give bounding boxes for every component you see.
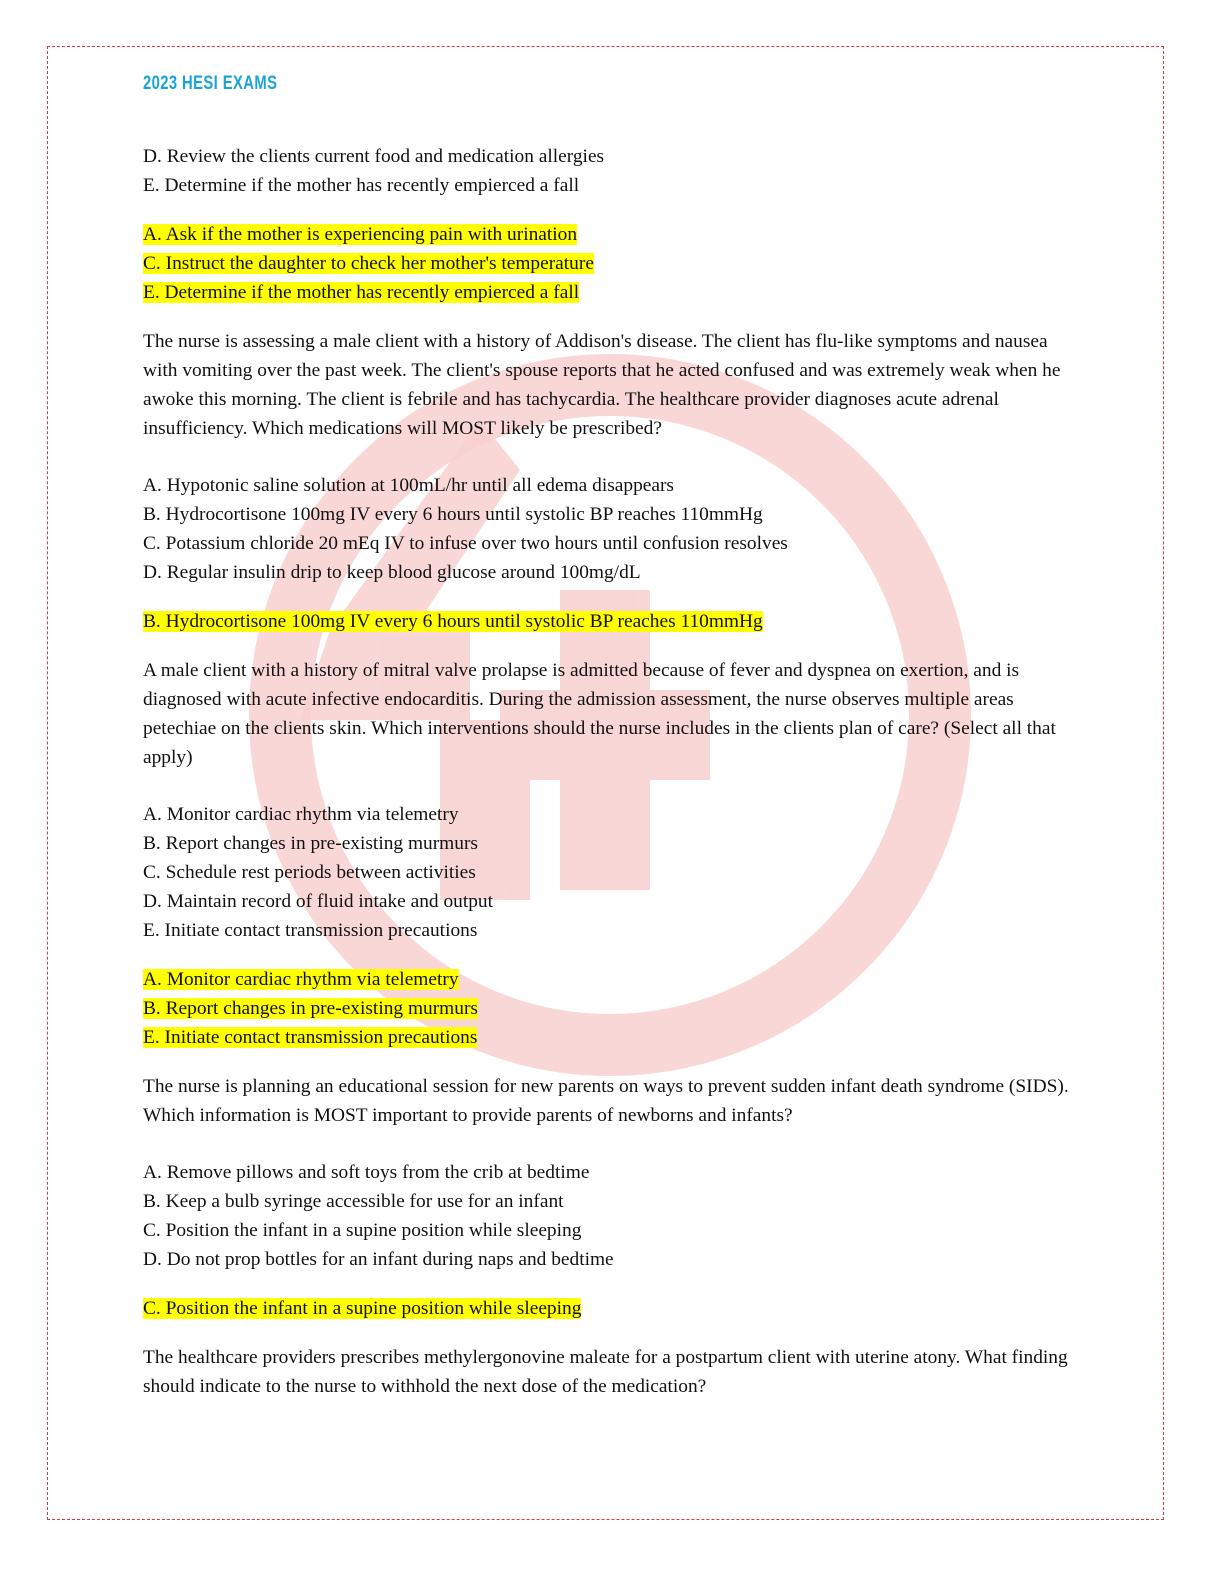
question-stem: The healthcare providers prescribes methylergonovine maleate for a postpartum client with uterine atony. What finding should indicate to the nurse to withhold the next dose of the medication? bbox=[143, 1347, 1068, 1397]
option-line: A. Hypotonic saline solution at 100mL/hr until all edema disappears bbox=[143, 475, 674, 496]
answer-highlight: C. Instruct the daughter to check her mother's temperature bbox=[143, 253, 594, 274]
question-options bbox=[143, 800, 1083, 945]
option-line: A. Remove pillows and soft toys from the crib at bedtime bbox=[143, 1162, 590, 1183]
question-options bbox=[143, 471, 1083, 587]
option-line: B. Report changes in pre-existing murmurs bbox=[143, 833, 478, 854]
option-line: C. Potassium chloride 20 mEq IV to infuse over two hours until confusion resolves bbox=[143, 533, 788, 554]
option-line: A. Monitor cardiac rhythm via telemetry bbox=[143, 804, 459, 825]
option-line: D. Review the clients current food and medication allergies bbox=[143, 146, 605, 167]
document-body bbox=[143, 142, 1083, 1401]
option-line: C. Position the infant in a supine position while sleeping bbox=[143, 1220, 582, 1241]
question-answers bbox=[143, 607, 1083, 636]
option-line: B. Hydrocortisone 100mg IV every 6 hours until systolic BP reaches 110mmHg bbox=[143, 504, 763, 525]
answer-highlight: A. Monitor cardiac rhythm via telemetry bbox=[143, 969, 459, 990]
option-line: C. Schedule rest periods between activities bbox=[143, 862, 476, 883]
question-stem: The nurse is planning an educational session for new parents on ways to prevent sudden infant death syndrome (SIDS). Which information is MOST important to provide parents of newborns and infants? bbox=[143, 1076, 1069, 1126]
option-line: E. Initiate contact transmission precautions bbox=[143, 920, 478, 941]
previous-question-answers bbox=[143, 220, 1083, 307]
answer-highlight: B. Hydrocortisone 100mg IV every 6 hours until systolic BP reaches 110mmHg bbox=[143, 611, 763, 632]
answer-highlight: C. Position the infant in a supine position while sleeping bbox=[143, 1298, 582, 1319]
option-line: B. Keep a bulb syringe accessible for use for an infant bbox=[143, 1191, 564, 1212]
answer-highlight: E. Initiate contact transmission precautions bbox=[143, 1027, 478, 1048]
option-line: D. Regular insulin drip to keep blood glucose around 100mg/dL bbox=[143, 562, 641, 583]
question-answers bbox=[143, 965, 1083, 1052]
question-options bbox=[143, 1158, 1083, 1274]
answer-highlight: E. Determine if the mother has recently empierced a fall bbox=[143, 282, 580, 303]
question-answers bbox=[143, 1294, 1083, 1323]
page-header: 2023 HESI EXAMS bbox=[143, 73, 278, 94]
answer-highlight: B. Report changes in pre-existing murmurs bbox=[143, 998, 478, 1019]
question-stem: A male client with a history of mitral valve prolapse is admitted because of fever and dyspnea on exertion, and is diagnosed with acute infective endocarditis. During the admission assessment, the nurse observes multiple areas petechiae on the clients skin. Which interventions should the nurse includes in the clients plan of care? (Select all that apply) bbox=[143, 660, 1056, 768]
previous-question-options bbox=[143, 142, 1083, 200]
answer-highlight: A. Ask if the mother is experiencing pain with urination bbox=[143, 224, 578, 245]
option-line: D. Do not prop bottles for an infant during naps and bedtime bbox=[143, 1249, 614, 1270]
question-stem: The nurse is assessing a male client with a history of Addison's disease. The client has flu-like symptoms and nausea with vomiting over the past week. The client's spouse reports that he acted confused and was extremely weak when he awoke this morning. The client is febrile and has tachycardia. The healthcare provider diagnoses acute adrenal insufficiency. Which medications will MOST likely be prescribed? bbox=[143, 331, 1061, 439]
option-line: D. Maintain record of fluid intake and output bbox=[143, 891, 494, 912]
option-line: E. Determine if the mother has recently empierced a fall bbox=[143, 175, 580, 196]
